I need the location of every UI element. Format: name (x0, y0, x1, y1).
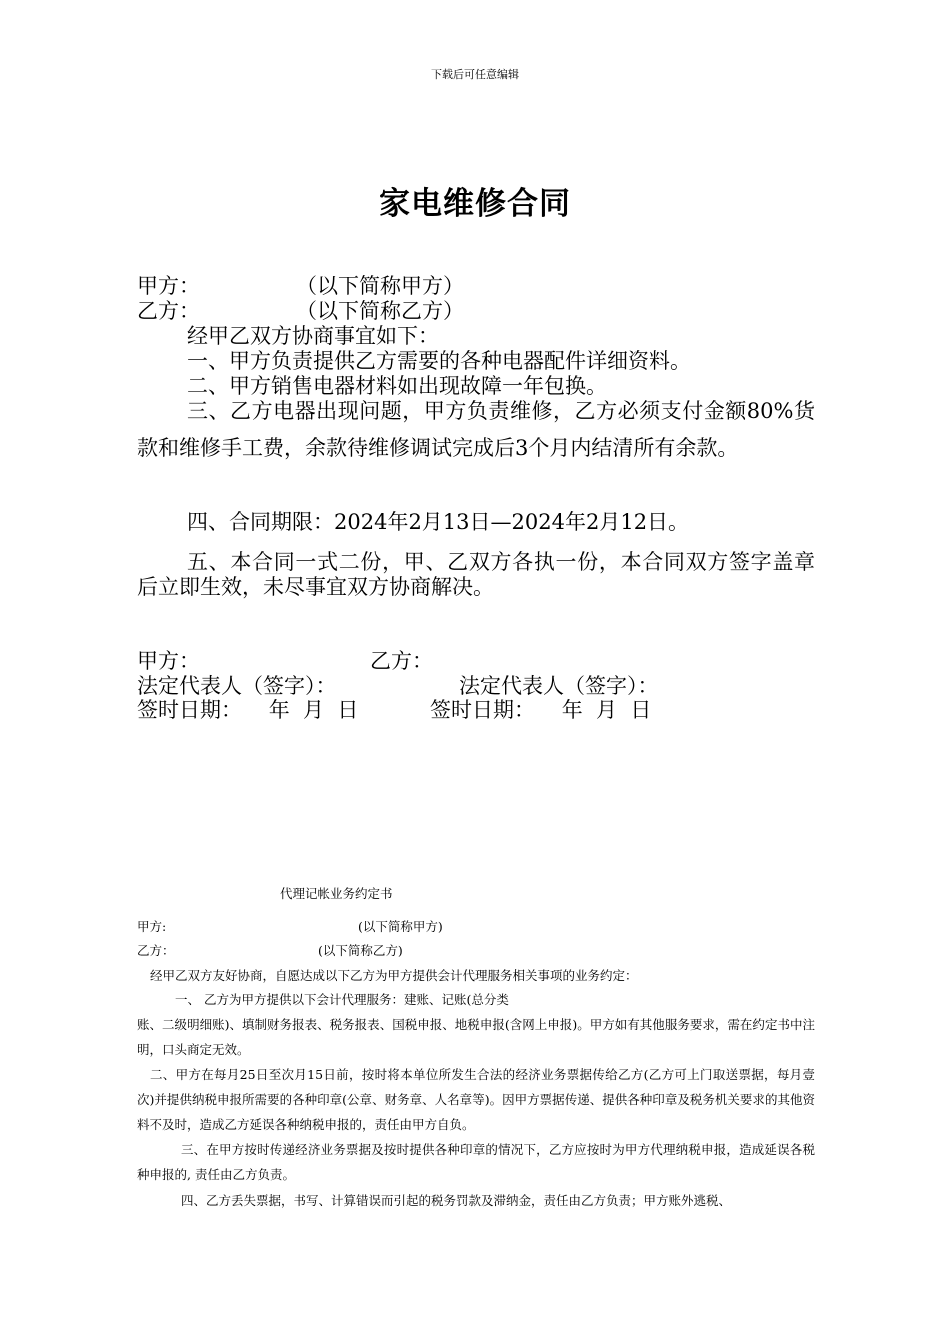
sign-date-a: 签时日期： 年 月 日 (137, 698, 359, 722)
agreement-party-b-label: 乙方： (137, 943, 175, 958)
agreement-clause-1-start: 一、 乙方为甲方提供以下会计代理服务：建账、记账(总分类 (175, 992, 509, 1007)
agreement-title: 代理记帐业务约定书 (280, 886, 393, 901)
sign-party-a: 甲方： (137, 649, 200, 673)
clause-4: 四、合同期限：2024年2月13日—2024年2月12日。 (187, 510, 690, 534)
sign-party-b: 乙方： (370, 649, 433, 673)
header-note: 下载后可任意编辑 (431, 68, 519, 81)
agreement-clause-2: 二、甲方在每月25日至次月15日前，按时将本单位所发生合法的经济业务票据传给乙方(乙方可上门取送票据，每月壹次)并提供纳税申报所需要的各种印章(公章、财务章、人名章等)。因甲方票据传递、提供各种印章及税务机关要求的其他资料不及时，造成乙方延误各种纳税申报的，责任由甲方自负。 (137, 1067, 815, 1132)
agreement-party-b-note: (以下简称乙方) (318, 943, 403, 958)
party-b-note: （以下简称乙方） (296, 299, 464, 323)
agreement-clause-1-rest: 账、二级明细账)、填制财务报表、税务报表、国税申报、地税申报(含网上申报)。甲方如有其他服务要求，需在约定书中注明，口头商定无效。 (137, 1017, 815, 1057)
party-b-label: 乙方： (137, 299, 200, 323)
clause-2: 二、甲方销售电器材料如出现故障一年包换。 (187, 374, 607, 398)
clause-1: 一、甲方负责提供乙方需要的各种电器配件详细资料。 (187, 349, 691, 373)
sign-rep-a: 法定代表人（签字）： (137, 674, 337, 698)
sign-rep-b: 法定代表人（签字）： (459, 674, 659, 698)
agreement-intro: 经甲乙双方友好协商，自愿达成以下乙方为甲方提供会计代理服务相关事项的业务约定： (150, 968, 638, 983)
agreement-party-a-label: 甲方: (137, 919, 167, 934)
clause-3: 三、乙方电器出现问题，甲方负责维修，乙方必须支付金额80%货款和维修手工费，余款待维修调试完成后3个月内结清所有余款。 (137, 399, 815, 460)
agreement-party-a-note: (以下简称甲方) (358, 919, 443, 934)
agreement-clause-3: 三、在甲方按时传递经济业务票据及按时提供各种印章的情况下，乙方应按时为甲方代理纳税申报，造成延误各税种申报的, 责任由乙方负责。 (137, 1142, 815, 1182)
party-a-note: （以下简称甲方） (296, 274, 464, 298)
sign-date-b: 签时日期： 年 月 日 (430, 698, 652, 722)
intro-text: 经甲乙双方协商事宜如下： (187, 324, 439, 348)
clause-5: 五、本合同一式二份，甲、乙双方各执一份，本合同双方签字盖章后立即生效，未尽事宜双方协商解决。 (137, 550, 815, 599)
party-a-label: 甲方： (137, 274, 200, 298)
agreement-clause-4: 四、乙方丢失票据，书写、计算错误而引起的税务罚款及滞纳金，责任由乙方负责；甲方账外逃税、 (181, 1193, 732, 1208)
contract-title: 家电维修合同 (379, 186, 571, 222)
